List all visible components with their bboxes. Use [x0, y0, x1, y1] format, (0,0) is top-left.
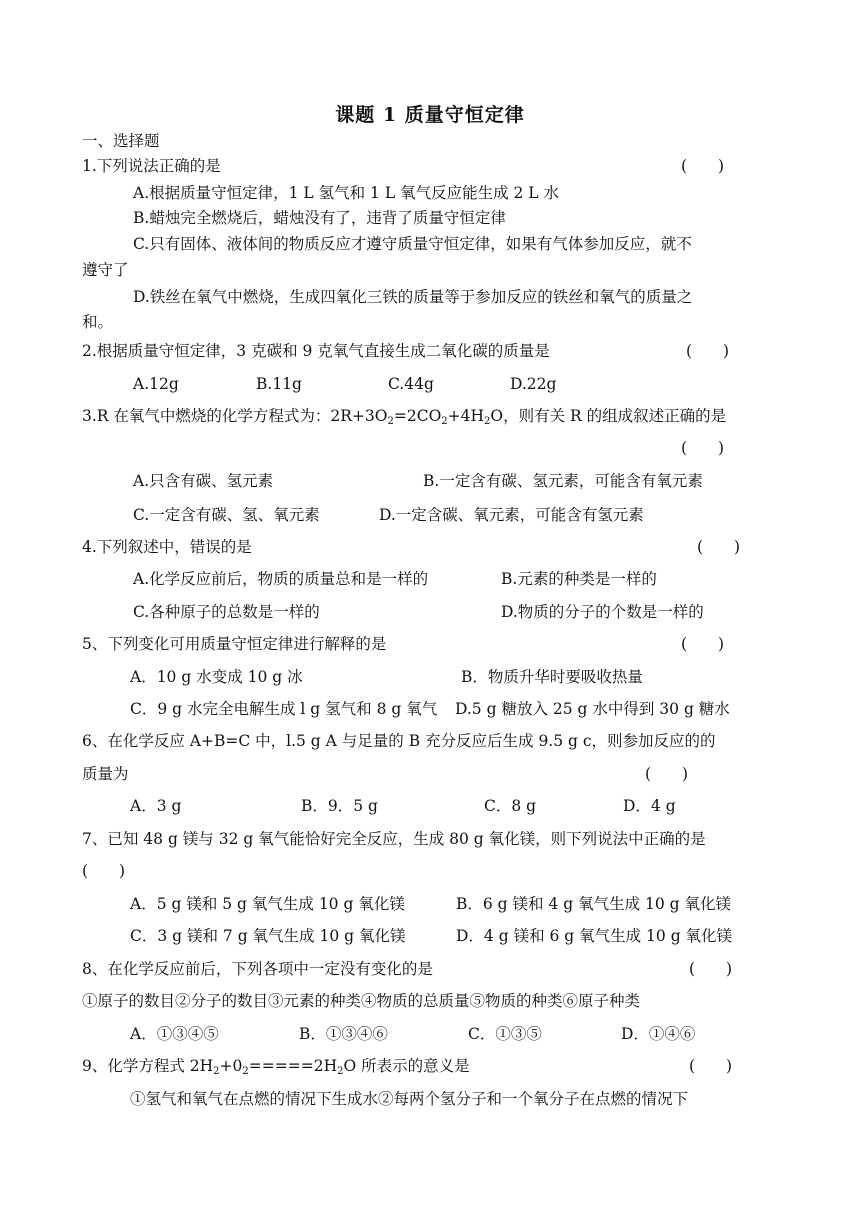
- question-5-option-d: D.5 g 糖放入 25 g 水中得到 30 g 糖水: [455, 700, 730, 718]
- question-8-option-d: D．①④⑥: [621, 1025, 696, 1043]
- question-5-option-b: B．物质升华时要吸收热量: [461, 668, 643, 686]
- question-9-meaning-line: ①氢气和氧气在点燃的情况下生成水②每两个氢分子和一个氧分子在点燃的情况下: [130, 1090, 689, 1108]
- question-1-option-d-cont: 和。: [82, 313, 114, 331]
- question-8-stem: 8、在化学反应前后，下列各项中一定没有变化的是: [82, 960, 433, 978]
- question-7-option-b: B．6 g 镁和 4 g 氧气生成 10 g 氧化镁: [456, 895, 732, 913]
- question-2-answer-blank: ( ): [686, 342, 730, 360]
- question-7-stem: 7、已知 48 g 镁与 32 g 氧气能恰好完全反应，生成 80 g 氧化镁，则下列说法中正确的是: [82, 830, 706, 848]
- question-5-option-a: A．10 g 水变成 10 g 冰: [130, 668, 303, 686]
- question-6-option-a: A．3 g: [130, 797, 182, 815]
- question-5-stem: 5、下列变化可用质量守恒定律进行解释的是: [82, 635, 387, 653]
- question-3-stem: 3.R 在氧气中燃烧的化学方程式为：$2R+3O_2=2CO_2+4H_2O$，则有关 R 的组成叙述正确的是: [82, 407, 727, 427]
- question-4-option-c: C.各种原子的总数是一样的: [133, 603, 320, 621]
- section-heading: 一、选择题: [82, 132, 160, 150]
- question-2-option-d: D.22g: [510, 375, 557, 393]
- question-2-option-a: A.12g: [133, 375, 179, 393]
- question-4-option-a: A.化学反应前后，物质的质量总和是一样的: [133, 570, 429, 588]
- question-7-answer-blank: ( ): [82, 862, 126, 880]
- question-8-items: ①原子的数目②分子的数目③元素的种类④物质的总质量⑤物质的种类⑥原子种类: [82, 992, 641, 1010]
- question-4-option-b: B.元素的种类是一样的: [501, 570, 657, 588]
- question-1-option-d: D.铁丝在氧气中燃烧，生成四氧化三铁的质量等于参加反应的铁丝和氧气的质量之: [133, 288, 693, 306]
- question-1-option-a: A.根据质量守恒定律，1 L 氢气和 1 L 氧气反应能生成 2 L 水: [133, 184, 560, 202]
- question-7-option-d: D．4 g 镁和 6 g 氧气生成 10 g 氧化镁: [456, 927, 733, 945]
- question-3-answer-blank: ( ): [681, 439, 725, 457]
- question-4-answer-blank: ( ): [697, 538, 741, 556]
- question-3-option-a: A.只含有碳、氢元素: [133, 472, 274, 490]
- question-1-stem: 1.下列说法正确的是: [82, 157, 221, 175]
- question-1-option-b: B.蜡烛完全燃烧后，蜡烛没有了，违背了质量守恒定律: [133, 209, 506, 227]
- question-6-option-c: C．8 g: [484, 797, 537, 815]
- page-title: 课题 1 质量守恒定律: [335, 104, 525, 126]
- question-5-answer-blank: ( ): [681, 635, 725, 653]
- question-7-option-a: A．5 g 镁和 5 g 氧气生成 10 g 氧化镁: [130, 895, 405, 913]
- question-2-option-c: C.44g: [388, 375, 434, 393]
- question-1-option-c: C.只有固体、液体间的物质反应才遵守质量守恒定律，如果有气体参加反应，就不: [133, 235, 692, 253]
- question-1-answer-blank: ( ): [681, 157, 725, 175]
- question-4-option-d: D.物质的分子的个数是一样的: [501, 603, 704, 621]
- question-8-option-c: C．①③⑤: [468, 1025, 542, 1043]
- question-9-stem: 9、化学方程式 $2H_2+0_2=====2H_2O$ 所表示的意义是: [82, 1057, 470, 1077]
- question-6-answer-blank: ( ): [645, 765, 689, 783]
- question-6-option-b: B．9．5 g: [301, 797, 378, 815]
- question-5-option-c: C．9 g 水完全电解生成 l g 氢气和 8 g 氧气: [130, 700, 438, 718]
- question-1-option-c-cont: 遵守了: [82, 261, 129, 279]
- question-3-option-b: B.一定含有碳、氢元素，可能含有氧元素: [423, 472, 703, 490]
- question-4-stem: 4.下列叙述中，错误的是: [82, 538, 252, 556]
- question-7-option-c: C．3 g 镁和 7 g 氧气生成 10 g 氧化镁: [130, 927, 406, 945]
- question-2-stem: 2.根据质量守恒定律，3 克碳和 9 克氧气直接生成二氧化碳的质量是: [82, 342, 550, 360]
- question-8-option-a: A．①③④⑤: [130, 1025, 219, 1043]
- question-8-answer-blank: ( ): [689, 960, 733, 978]
- question-2-option-b: B.11g: [256, 375, 302, 393]
- question-3-option-c: C.一定含有碳、氢、氧元素: [133, 506, 320, 524]
- question-3-option-d: D.一定含碳、氧元素，可能含有氢元素: [379, 506, 644, 524]
- question-6-stem-cont: 质量为: [82, 765, 129, 783]
- question-9-answer-blank: ( ): [689, 1057, 733, 1075]
- question-8-option-b: B．①③④⑥: [299, 1025, 388, 1043]
- question-6-stem: 6、在化学反应 A+B=C 中，l.5 g A 与足量的 B 充分反应后生成 9.5 g c，则参加反应的的: [82, 732, 716, 750]
- question-6-option-d: D．4 g: [623, 797, 676, 815]
